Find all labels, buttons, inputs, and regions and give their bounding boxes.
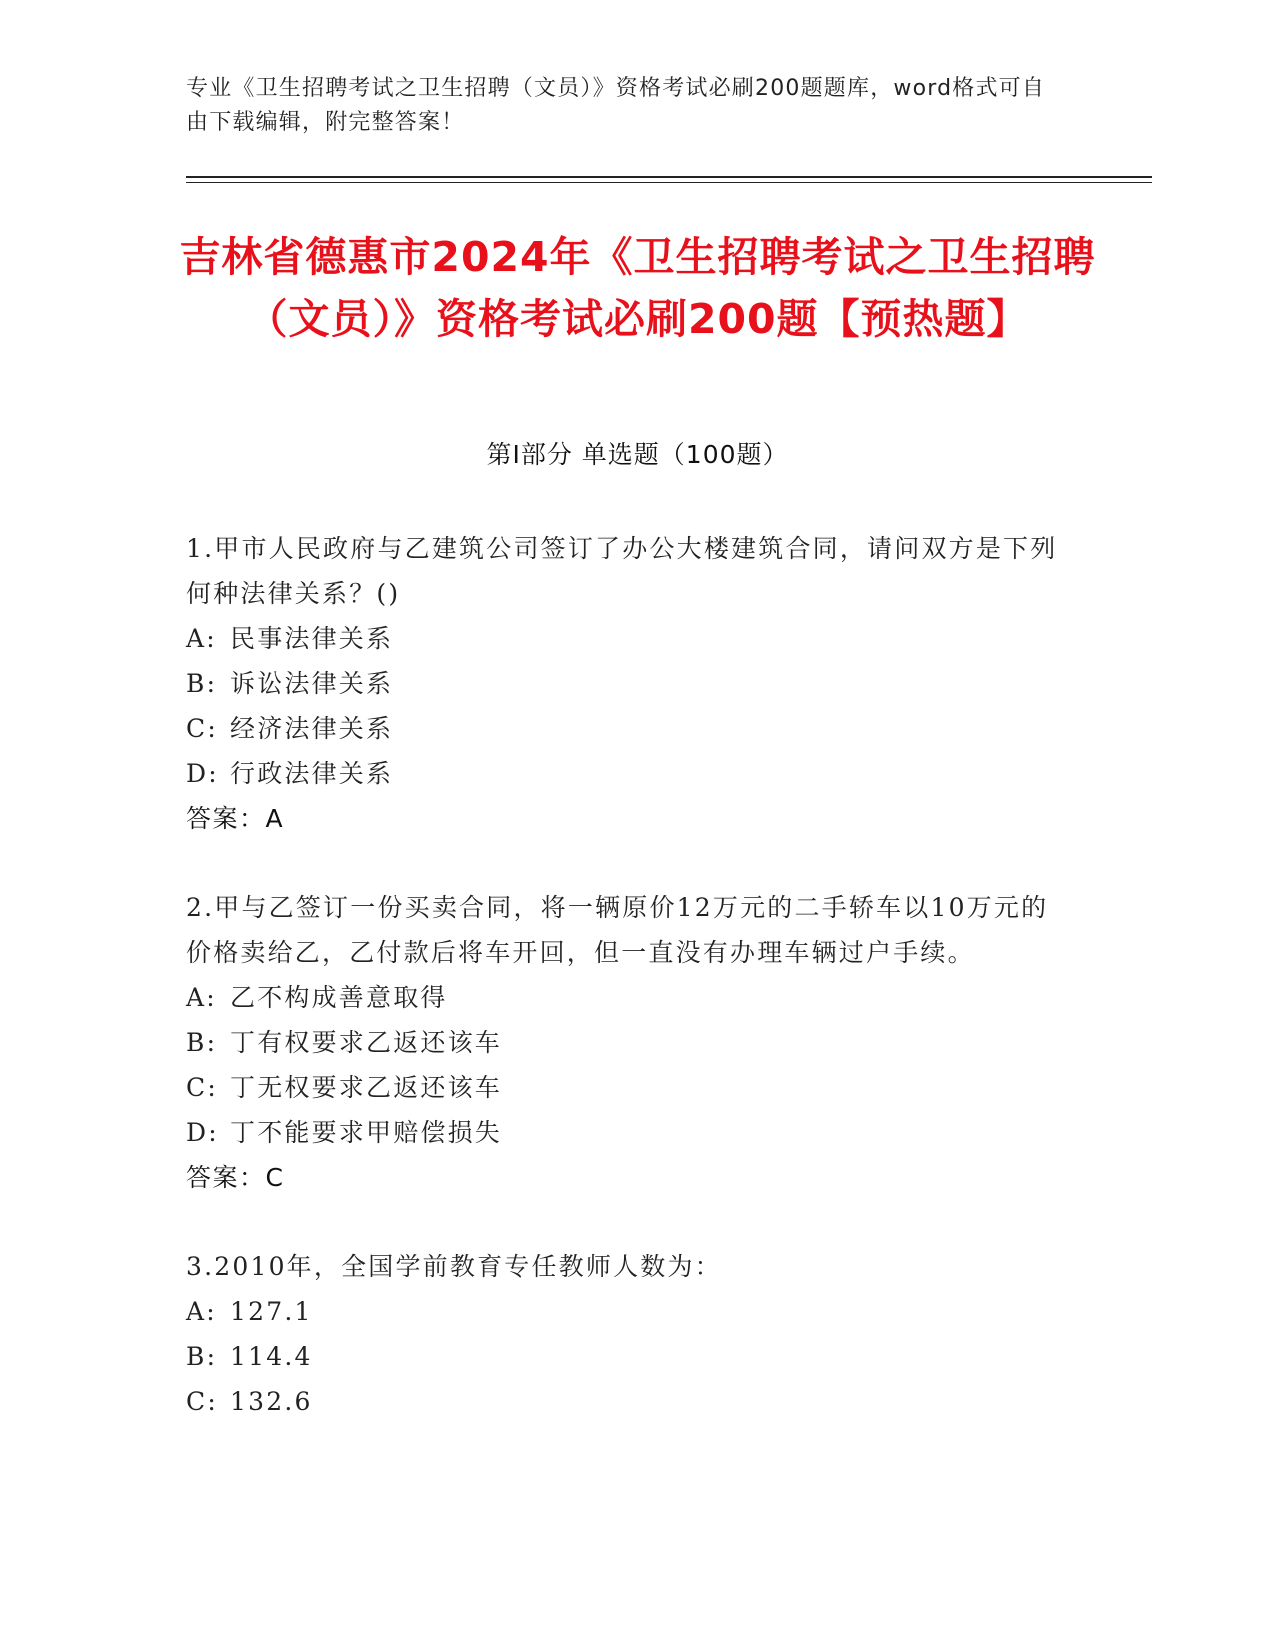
option-text: 丁无权要求乙返还该车 <box>230 1073 503 1102</box>
option-key: B: <box>186 1342 218 1371</box>
option-b <box>186 1020 1066 1065</box>
option-b <box>186 661 1066 706</box>
option-c <box>186 1065 1066 1110</box>
header-rule-thin <box>186 182 1152 183</box>
option-key: D: <box>186 1118 219 1147</box>
option-text: 114.4 <box>230 1342 313 1371</box>
option-key: C: <box>186 1387 218 1416</box>
option-text: 乙不构成善意取得 <box>230 983 448 1012</box>
option-key: C: <box>186 1073 218 1102</box>
option-key: D: <box>186 759 219 788</box>
option-d <box>186 751 1066 796</box>
option-c <box>186 1379 1066 1424</box>
option-key: C: <box>186 714 218 743</box>
question-stem: 3.2010年，全国学前教育专任教师人数为： <box>186 1252 722 1281</box>
answer-line: 答案：A <box>186 804 285 833</box>
document-title: 吉林省德惠市2024年《卫生招聘考试之卫生招聘（文员）》资格考试必刷200题【预热题】 <box>179 233 1096 343</box>
section-title: 第I部分 单选题（100题） <box>486 440 789 469</box>
option-text: 诉讼法律关系 <box>230 669 394 698</box>
option-text: 经济法律关系 <box>230 714 394 743</box>
question-stem: 2.甲与乙签订一份买卖合同，将一辆原价12万元的二手轿车以10万元的价格卖给乙，乙付款后将车开回，但一直没有办理车辆过户手续。 <box>186 893 1049 967</box>
option-key: B: <box>186 669 218 698</box>
header-rule-thick <box>186 176 1152 178</box>
question-3 <box>186 1244 1066 1424</box>
option-text: 132.6 <box>230 1387 313 1416</box>
option-d <box>186 1110 1066 1155</box>
question-list <box>186 526 1066 1468</box>
option-a <box>186 975 1066 1020</box>
option-text: 民事法律关系 <box>230 624 394 653</box>
option-text: 行政法律关系 <box>230 759 394 788</box>
option-key: A: <box>186 624 217 653</box>
option-a <box>186 1289 1066 1334</box>
option-b <box>186 1334 1066 1379</box>
option-key: B: <box>186 1028 218 1057</box>
option-c <box>186 706 1066 751</box>
option-key: A: <box>186 1297 217 1326</box>
option-text: 127.1 <box>230 1297 313 1326</box>
question-1 <box>186 526 1066 841</box>
option-text: 丁有权要求乙返还该车 <box>230 1028 503 1057</box>
option-text: 丁不能要求甲赔偿损失 <box>230 1118 503 1147</box>
question-2 <box>186 885 1066 1200</box>
question-stem: 1.甲市人民政府与乙建筑公司签订了办公大楼建筑合同，请问双方是下列何种法律关系？() <box>186 534 1058 608</box>
header-note: 专业《卫生招聘考试之卫生招聘（文员）》资格考试必刷200题题库，word格式可自由下载编辑，附完整答案！ <box>186 76 1046 135</box>
option-key: A: <box>186 983 217 1012</box>
option-a <box>186 616 1066 661</box>
answer-line: 答案：C <box>186 1163 285 1192</box>
